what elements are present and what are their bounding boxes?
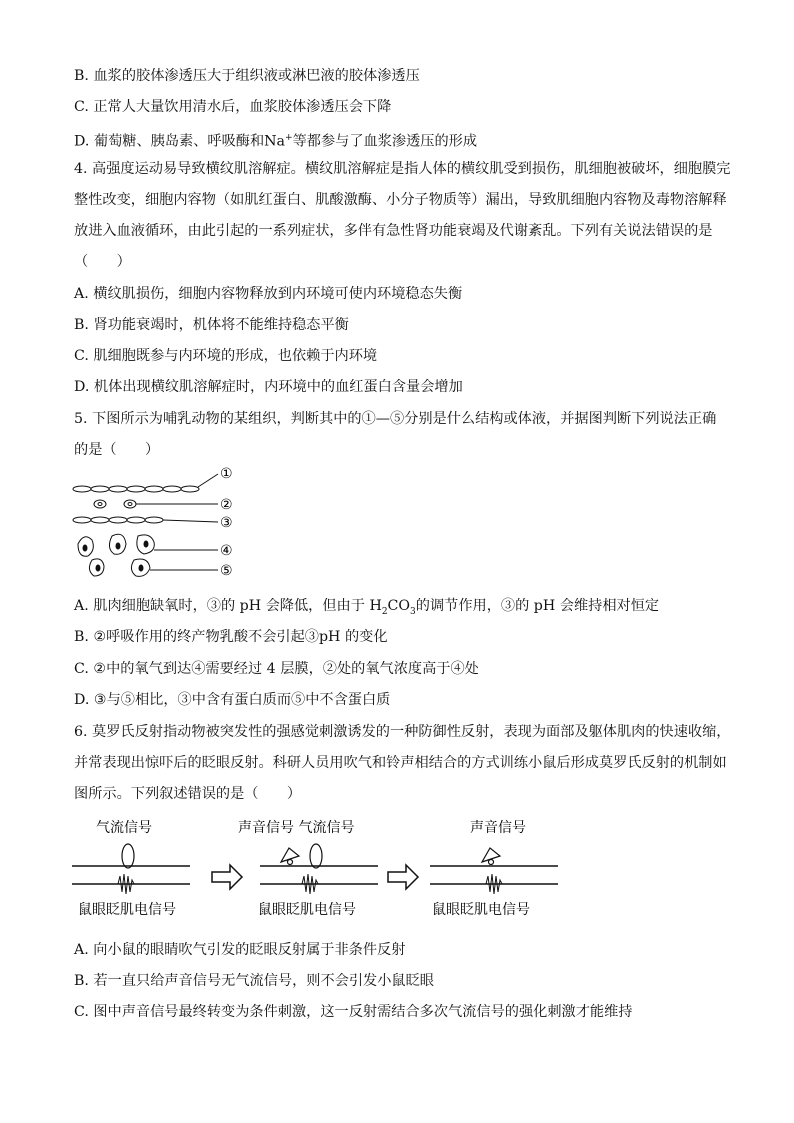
fig-label-3: ③ xyxy=(220,515,233,531)
panel-3-title: 声音信号 xyxy=(470,820,526,836)
q3-option-b: B. 血浆的胶体渗透压大于组织液或淋巴液的胶体渗透压 xyxy=(74,68,420,84)
blood-cells xyxy=(94,500,218,508)
q4-option-d: D. 机体出现横纹肌溶解症时，内环境中的血红蛋白含量会增加 xyxy=(74,379,463,395)
q3-option-d-sup: + xyxy=(285,133,293,143)
q4-stem-line-2: 整性改变，细胞内容物（如肌红蛋白、肌酸激酶、小分子物质等）漏出，导致肌细胞内容物及毒物溶解释 xyxy=(74,192,727,208)
q6-option-b: B. 若一直只给声音信号无气流信号，则不会引发小鼠眨眼 xyxy=(74,973,434,989)
q5-option-b: B. ②呼吸作用的终产物乳酸不会引起③pH 的变化 xyxy=(74,629,388,645)
airflow-icon-2 xyxy=(310,844,322,868)
q5-option-a-text: A. 肌肉细胞缺氧时，③的 pH 会降低，但由于 H xyxy=(74,598,382,614)
q5-option-a-co: CO xyxy=(387,598,411,614)
capillary-wall-top xyxy=(73,474,218,492)
q5-option-a-text-end: 的调节作用，③的 pH 会维持相对恒定 xyxy=(415,598,660,614)
q5-option-c: C. ②中的氧气到达④需要经过 4 层膜，②处的氧气浓度高于④处 xyxy=(74,661,479,677)
q6-option-a: A. 向小鼠的眼睛吹气引发的眨眼反射属于非条件反射 xyxy=(74,942,406,958)
q5-option-a xyxy=(74,596,724,622)
q4-stem-line-1: 4. 高强度运动易导致横纹肌溶解症。横纹肌溶解症是指人体的横纹肌受到损伤，肌细胞被破坏，细胞膜完 xyxy=(74,161,731,177)
bell-icon-2 xyxy=(482,848,500,865)
q5-option-a-sub-1: 2 xyxy=(381,606,388,617)
fig-label-2: ② xyxy=(220,497,233,513)
q3-option-d-text-end: 等都参与了血浆渗透压的形成 xyxy=(292,133,478,150)
q3-option-d xyxy=(74,128,724,152)
q5-stem-line-1: 5. 下图所示为哺乳动物的某组织，判断其中的①—⑤分别是什么结构或体液，并据图判断下列说法正确 xyxy=(74,411,717,427)
arrow-right-icon-2 xyxy=(388,865,418,889)
q4-option-a: A. 横纹肌损伤，细胞内容物释放到内环境可使内环境稳态失衡 xyxy=(74,286,463,302)
panel-2-caption: 鼠眼眨肌电信号 xyxy=(258,902,356,918)
q4-stem-line-4: （ ） xyxy=(74,254,131,270)
tissue-diagram xyxy=(70,462,233,584)
panel-1-caption: 鼠眼眨肌电信号 xyxy=(78,902,176,918)
bell-icon xyxy=(281,848,299,865)
moro-reflex-diagram xyxy=(68,814,568,924)
q6-option-c: C. 图中声音信号最终转变为条件刺激，这一反射需结合多次气流信号的强化刺激才能维持 xyxy=(74,1004,633,1020)
fig-label-1: ① xyxy=(220,466,233,482)
q5-option-a-sub-2: 3 xyxy=(410,606,416,617)
q6-stem-line-1: 6. 莫罗氏反射指动物被突发性的强感觉刺激诱发的一种防御性反射，表现为面部及躯体肌肉的快速收缩， xyxy=(74,724,731,740)
q3-option-d-text: D. 葡萄糖、胰岛素、呼吸酶和Na xyxy=(74,133,286,150)
q6-stem-line-2: 并常表现出惊吓后的眨眼反射。科研人员用吹气和铃声相结合的方式训练小鼠后形成莫罗氏反射的机制如 xyxy=(74,755,727,771)
tissue-cells xyxy=(78,534,218,576)
arrow-right-icon xyxy=(212,865,242,889)
airflow-icon xyxy=(122,844,134,868)
fig-label-4: ④ xyxy=(220,543,233,559)
q5-stem-line-2: 的是（ ） xyxy=(74,442,160,458)
fig-label-5: ⑤ xyxy=(220,563,233,579)
q4-option-b: B. 肾功能衰竭时，机体将不能维持稳态平衡 xyxy=(74,317,349,333)
q6-stem-line-3: 图所示。下列叙述错误的是（ ） xyxy=(74,786,302,802)
panel-1-title: 气流信号 xyxy=(96,820,152,836)
q4-stem-line-3: 放进入血液循环，由此引起的一系列症状，多伴有急性肾功能衰竭及代谢紊乱。下列有关说法错误的是 xyxy=(74,223,713,239)
panel-2 xyxy=(238,819,378,918)
panel-3-caption: 鼠眼眨肌电信号 xyxy=(432,902,530,918)
q3-option-c: C. 正常人大量饮用清水后，血浆胶体渗透压会下降 xyxy=(74,99,392,115)
capillary-wall-bottom xyxy=(73,517,218,523)
q4-option-c: C. 肌细胞既参与内环境的形成，也依赖于内环境 xyxy=(74,348,378,364)
panel-1 xyxy=(72,819,190,918)
panel-2-title: 声音信号 气流信号 xyxy=(238,820,355,836)
q5-option-d: D. ③与⑤相比，③中含有蛋白质而⑤中不含蛋白质 xyxy=(74,692,391,708)
panel-3 xyxy=(430,820,558,918)
